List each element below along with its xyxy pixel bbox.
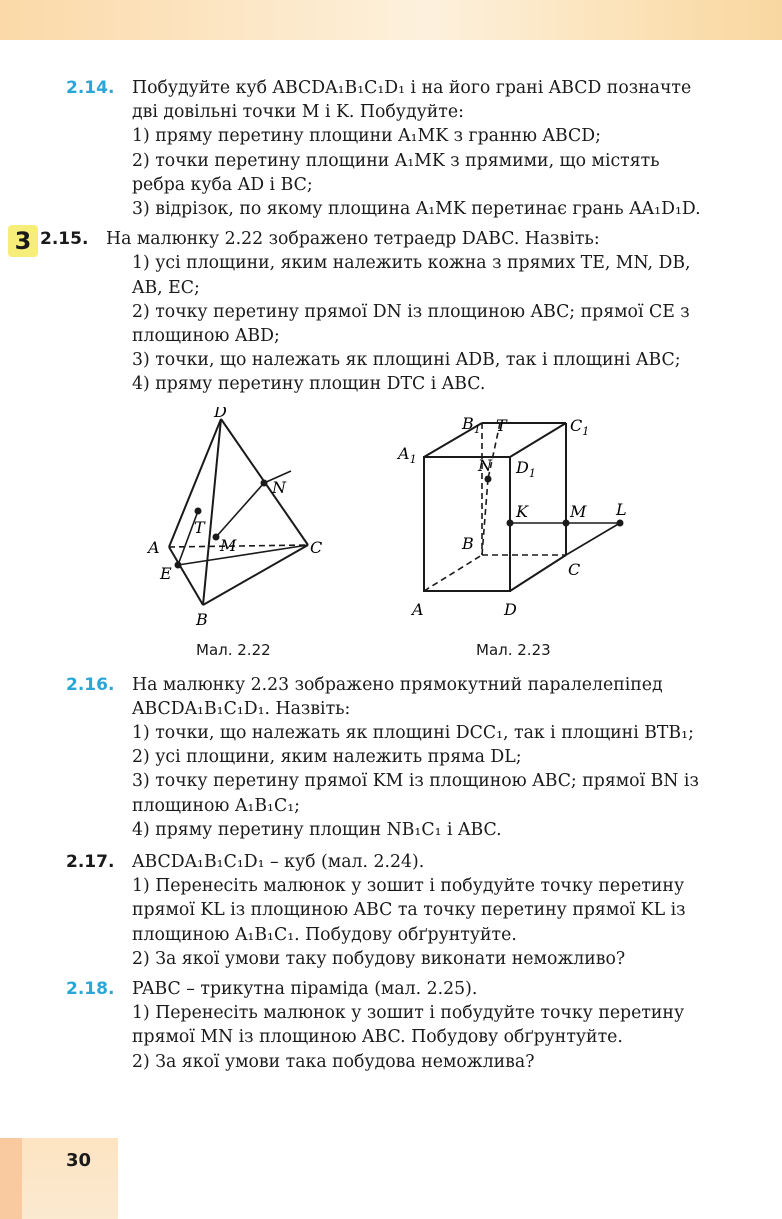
label-A1: $A_1$ bbox=[398, 443, 417, 466]
problem-item: 2) точки перетину площини A₁MK з прямими, що містять ребра куба AD і BC; bbox=[132, 150, 660, 195]
parallelepiped-diagram bbox=[392, 415, 662, 625]
page-content bbox=[14, 76, 710, 1074]
problem-2-14 bbox=[66, 76, 710, 221]
problem-number: 2.15. bbox=[40, 229, 89, 250]
problem-statement: Побудуйте куб ABCDA₁B₁C₁D₁ і на його грані ABCD позначте дві довільні точки M і K. Побудуйте: bbox=[132, 78, 692, 123]
problem-number: 2.18. bbox=[66, 979, 115, 1000]
page-number: 30 bbox=[66, 1150, 92, 1171]
edge-AB-hidden bbox=[424, 555, 482, 591]
point-M bbox=[213, 533, 220, 540]
edge-D1C1 bbox=[510, 423, 566, 457]
problem-number: 2.17. bbox=[66, 852, 115, 873]
label-N: N bbox=[478, 455, 492, 475]
problem-item: 4) пряму перетину площин DTC і ABC. bbox=[132, 374, 486, 395]
problem-item: 1) Перенесіть малюнок у зошит і побудуйте точку перетину прямої KL із площиною ABC та точку перетину прямої KL із площиною A₁B₁C₁. Побудову обґрунтуйте. bbox=[132, 876, 686, 945]
figure-2-22 bbox=[136, 407, 336, 627]
figure-caption: Мал. 2.22 bbox=[196, 640, 271, 659]
figure-caption: Мал. 2.23 bbox=[476, 640, 551, 659]
point-E bbox=[175, 561, 182, 568]
label-L: L bbox=[616, 499, 627, 519]
point-M bbox=[563, 519, 570, 526]
point-L bbox=[617, 519, 624, 526]
label-B1: $B_1$ bbox=[462, 414, 481, 436]
edge-DC bbox=[510, 555, 566, 591]
label-T: T bbox=[194, 517, 205, 537]
line-NB-hidden bbox=[482, 479, 488, 555]
label-M: M bbox=[570, 501, 587, 521]
point-K bbox=[507, 519, 514, 526]
problem-number: 2.14. bbox=[66, 78, 115, 98]
problem-statement: На малюнку 2.23 зображено прямокутний паралелепіпед ABCDA₁B₁C₁D₁. Назвіть: bbox=[132, 674, 663, 719]
label-C: C bbox=[310, 537, 323, 557]
problem-item: 1) пряму перетину площини A₁MK з гранню ABCD; bbox=[132, 126, 601, 147]
label-D: D bbox=[214, 406, 227, 421]
edge-AC-hidden bbox=[169, 545, 308, 547]
problem-item: 1) Перенесіть малюнок у зошит і побудуйте точку перетину прямої MN із площиною ABC. Побудову обґрунтуйте. bbox=[132, 1003, 685, 1048]
label-A: A bbox=[148, 537, 160, 557]
line-MN bbox=[216, 483, 264, 537]
label-C1: $C_1$ bbox=[570, 415, 590, 438]
label-T: T bbox=[496, 415, 507, 435]
problem-item: 3) точки, що належать як площині ADB, так і площині ABC; bbox=[132, 350, 681, 371]
label-N: N bbox=[272, 477, 286, 497]
problem-2-16 bbox=[66, 673, 710, 842]
line-CL bbox=[566, 523, 620, 555]
problem-item: 1) точки, що належать як площині DCC₁, так і площині BTB₁; bbox=[132, 723, 694, 744]
label-K: K bbox=[516, 501, 528, 521]
problem-item: 3) відрізок, по якому площина A₁MK перетинає грань AA₁D₁D. bbox=[132, 199, 701, 220]
problem-statement: PABC – трикутна піраміда (мал. 2.25). bbox=[132, 979, 478, 1000]
problem-statement: На малюнку 2.22 зображено тетраедр DABC. Назвіть: bbox=[106, 229, 600, 250]
problem-item: 4) пряму перетину площин NB₁C₁ і ABC. bbox=[132, 819, 502, 840]
label-D1: $D_1$ bbox=[516, 457, 536, 480]
front-face bbox=[424, 457, 510, 591]
figures-row bbox=[66, 397, 710, 659]
label-A: A bbox=[412, 599, 424, 619]
problem-item: 1) усі площини, яким належить кожна з прямих TE, MN, DB, AB, EC; bbox=[132, 253, 691, 298]
difficulty-level-badge: 3 bbox=[8, 225, 38, 257]
problem-2-18 bbox=[66, 977, 710, 1074]
problem-number: 2.16. bbox=[66, 674, 115, 695]
label-M: M bbox=[220, 535, 237, 555]
label-D: D bbox=[504, 599, 517, 619]
problem-2-17 bbox=[66, 850, 710, 971]
problem-item: 3) точку перетину прямої KM із площиною ABC; прямої BN із площиною A₁B₁C₁; bbox=[132, 771, 699, 816]
point-N bbox=[261, 479, 268, 486]
problem-item: 2) точку перетину прямої DN із площиною ABC; прямої CE з площиною ABD; bbox=[132, 301, 690, 347]
label-B: B bbox=[462, 533, 474, 553]
point-T bbox=[195, 507, 202, 514]
edge-BC bbox=[203, 545, 308, 605]
bottom-decorative-strip bbox=[0, 1138, 22, 1219]
problem-item: 2) усі площини, яким належить пряма DL; bbox=[132, 747, 522, 768]
label-E: E bbox=[160, 563, 172, 583]
problem-item: 2) За якої умови така побудова неможлива? bbox=[132, 1051, 535, 1072]
top-decorative-band bbox=[0, 0, 782, 40]
problem-statement: ABCDA₁B₁C₁D₁ – куб (мал. 2.24). bbox=[132, 852, 425, 873]
figure-2-23 bbox=[392, 415, 662, 625]
edge-DB bbox=[203, 419, 221, 605]
label-C: C bbox=[568, 559, 581, 579]
problem-item: 2) За якої умови таку побудову виконати неможливо? bbox=[132, 948, 626, 969]
edge-AB bbox=[169, 547, 203, 605]
point-N bbox=[485, 475, 492, 482]
problem-2-15 bbox=[14, 227, 710, 396]
tetrahedron-diagram bbox=[136, 407, 336, 627]
label-B: B bbox=[196, 609, 208, 627]
